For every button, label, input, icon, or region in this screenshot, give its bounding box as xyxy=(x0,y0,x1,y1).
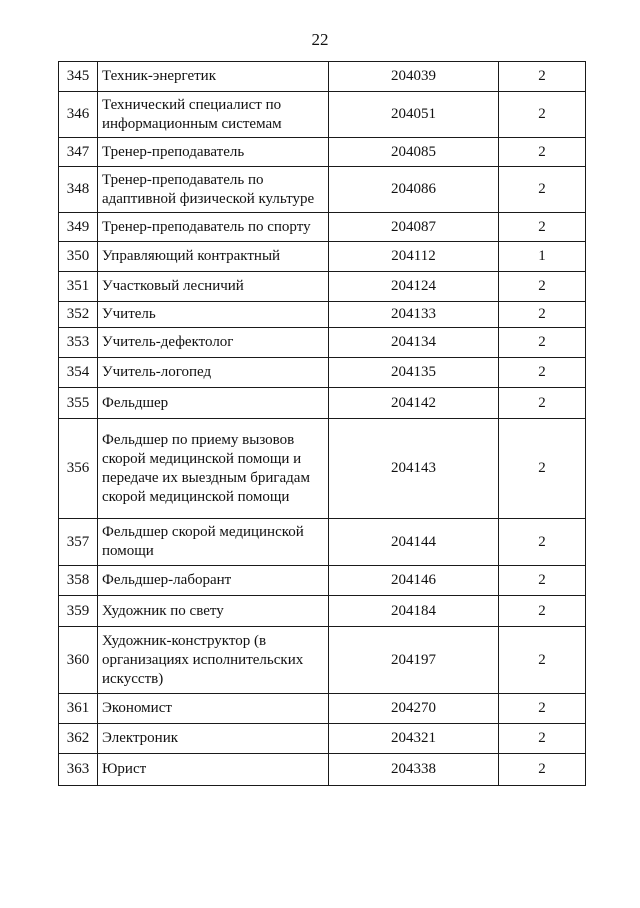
category-cell: 2 xyxy=(499,328,586,358)
position-code-cell: 204086 xyxy=(329,167,499,213)
category-cell: 1 xyxy=(499,242,586,272)
position-code-cell: 204270 xyxy=(329,694,499,724)
table-row xyxy=(59,62,586,92)
table-row xyxy=(59,272,586,302)
row-number-cell: 359 xyxy=(59,596,98,627)
position-name-cell: Художник по свету xyxy=(98,596,329,627)
category-cell: 2 xyxy=(499,519,586,566)
category-cell: 2 xyxy=(499,272,586,302)
position-code-cell: 204144 xyxy=(329,519,499,566)
position-code-cell: 204087 xyxy=(329,213,499,242)
position-name-cell: Тренер-преподаватель по адаптивной физической культуре xyxy=(98,167,329,213)
table-row xyxy=(59,388,586,419)
row-number-cell: 361 xyxy=(59,694,98,724)
row-number-cell: 356 xyxy=(59,419,98,519)
position-code-cell: 204184 xyxy=(329,596,499,627)
position-name-cell: Учитель-дефектолог xyxy=(98,328,329,358)
row-number-cell: 352 xyxy=(59,302,98,328)
row-number-cell: 355 xyxy=(59,388,98,419)
table-row xyxy=(59,358,586,388)
position-name-cell: Техник-энергетик xyxy=(98,62,329,92)
position-name-cell: Юрист xyxy=(98,754,329,786)
row-number-cell: 349 xyxy=(59,213,98,242)
position-code-cell: 204133 xyxy=(329,302,499,328)
category-cell: 2 xyxy=(499,694,586,724)
registry-table xyxy=(58,61,586,786)
row-number-cell: 350 xyxy=(59,242,98,272)
position-name-cell: Экономист xyxy=(98,694,329,724)
table-row xyxy=(59,596,586,627)
position-name-cell: Фельдшер-лаборант xyxy=(98,566,329,596)
position-code-cell: 204124 xyxy=(329,272,499,302)
category-cell: 2 xyxy=(499,724,586,754)
position-code-cell: 204112 xyxy=(329,242,499,272)
table-body xyxy=(59,62,586,786)
position-name-cell: Фельдшер по приему вызовов скорой медицинской помощи и передаче их выездным бригадам скорой медицинской помощи xyxy=(98,419,329,519)
position-name-cell: Электроник xyxy=(98,724,329,754)
row-number-cell: 362 xyxy=(59,724,98,754)
row-number-cell: 353 xyxy=(59,328,98,358)
position-code-cell: 204039 xyxy=(329,62,499,92)
table-row xyxy=(59,213,586,242)
table-row xyxy=(59,302,586,328)
position-code-cell: 204085 xyxy=(329,138,499,167)
table-row xyxy=(59,566,586,596)
row-number-cell: 348 xyxy=(59,167,98,213)
position-name-cell: Учитель-логопед xyxy=(98,358,329,388)
row-number-cell: 354 xyxy=(59,358,98,388)
row-number-cell: 357 xyxy=(59,519,98,566)
position-name-cell: Учитель xyxy=(98,302,329,328)
row-number-cell: 345 xyxy=(59,62,98,92)
position-code-cell: 204146 xyxy=(329,566,499,596)
row-number-cell: 358 xyxy=(59,566,98,596)
position-name-cell: Художник-конструктор (в организациях исполнительских искусств) xyxy=(98,627,329,694)
table-row xyxy=(59,242,586,272)
position-name-cell: Участковый лесничий xyxy=(98,272,329,302)
position-name-cell: Тренер-преподаватель xyxy=(98,138,329,167)
category-cell: 2 xyxy=(499,596,586,627)
row-number-cell: 346 xyxy=(59,92,98,138)
page-number: 22 xyxy=(311,30,329,49)
position-name-cell: Управляющий контрактный xyxy=(98,242,329,272)
category-cell: 2 xyxy=(499,62,586,92)
row-number-cell: 351 xyxy=(59,272,98,302)
table-row xyxy=(59,694,586,724)
category-cell: 2 xyxy=(499,627,586,694)
position-code-cell: 204197 xyxy=(329,627,499,694)
table-row xyxy=(59,328,586,358)
category-cell: 2 xyxy=(499,358,586,388)
table-row xyxy=(59,754,586,786)
table-row xyxy=(59,627,586,694)
category-cell: 2 xyxy=(499,167,586,213)
position-code-cell: 204135 xyxy=(329,358,499,388)
position-code-cell: 204321 xyxy=(329,724,499,754)
position-code-cell: 204338 xyxy=(329,754,499,786)
position-code-cell: 204142 xyxy=(329,388,499,419)
category-cell: 2 xyxy=(499,419,586,519)
category-cell: 2 xyxy=(499,388,586,419)
category-cell: 2 xyxy=(499,138,586,167)
category-cell: 2 xyxy=(499,566,586,596)
category-cell: 2 xyxy=(499,92,586,138)
table-row xyxy=(59,519,586,566)
position-name-cell: Фельдшер скорой медицинской помощи xyxy=(98,519,329,566)
position-code-cell: 204134 xyxy=(329,328,499,358)
table-row xyxy=(59,724,586,754)
table-row xyxy=(59,419,586,519)
position-code-cell: 204051 xyxy=(329,92,499,138)
row-number-cell: 347 xyxy=(59,138,98,167)
position-name-cell: Фельдшер xyxy=(98,388,329,419)
category-cell: 2 xyxy=(499,213,586,242)
table-row xyxy=(59,167,586,213)
table-row xyxy=(59,138,586,167)
row-number-cell: 363 xyxy=(59,754,98,786)
category-cell: 2 xyxy=(499,754,586,786)
position-name-cell: Технический специалист по информационным системам xyxy=(98,92,329,138)
position-name-cell: Тренер-преподаватель по спорту xyxy=(98,213,329,242)
row-number-cell: 360 xyxy=(59,627,98,694)
table-row xyxy=(59,92,586,138)
position-code-cell: 204143 xyxy=(329,419,499,519)
category-cell: 2 xyxy=(499,302,586,328)
